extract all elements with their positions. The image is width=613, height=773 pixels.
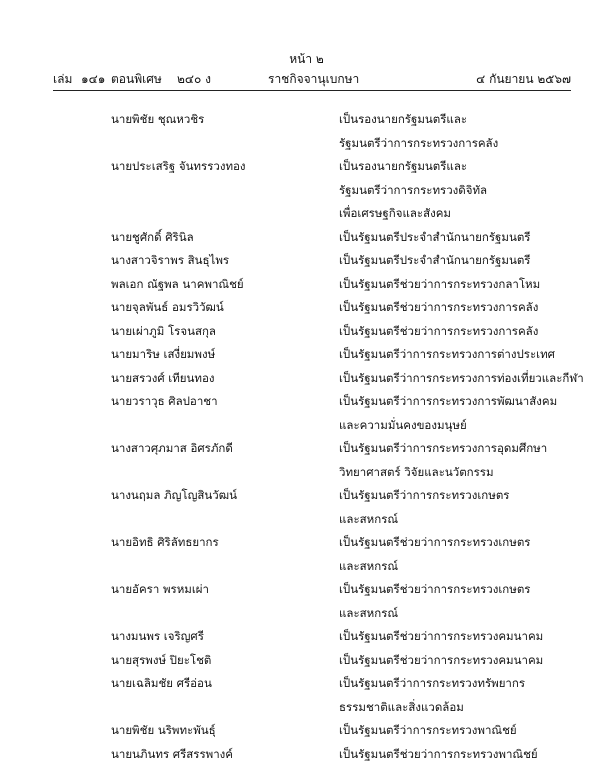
entry-line — [0, 320, 613, 344]
entry-line — [0, 578, 613, 602]
position-title: เป็นรัฐมนตรีช่วยว่าการกระทรวงคมนาคม — [339, 629, 544, 643]
entry-line — [0, 531, 613, 555]
position-title: และสหกรณ์ — [339, 558, 399, 573]
position-title: เป็นรัฐมนตรีช่วยว่าการกระทรวงพาณิชย์ — [339, 746, 538, 761]
position-title: เป็นรัฐมนตรีช่วยว่าการกระทรวงเกษตร — [339, 535, 531, 549]
appointment-entry — [0, 672, 613, 719]
appointment-entry — [0, 390, 613, 437]
appointment-entry — [0, 343, 613, 367]
minister-name: นายจุลพันธ์ อมรวิวัฒน์ — [111, 300, 224, 314]
appointment-entry — [0, 296, 613, 320]
minister-name: นายอัครา พรหมเผ่า — [111, 582, 209, 596]
entry-line — [0, 719, 613, 743]
entry-line — [0, 696, 613, 720]
minister-name: นางมนพร เจริญศรี — [111, 629, 204, 643]
minister-name: นายวราวุธ ศิลปอาชา — [111, 394, 218, 408]
minister-name: นายสุรพงษ์ ปิยะโชติ — [111, 652, 212, 667]
appointment-entry — [0, 719, 613, 743]
entry-line — [0, 202, 613, 226]
entry-line — [0, 461, 613, 485]
entry-line — [0, 249, 613, 273]
position-title: เป็นรัฐมนตรีช่วยว่าการกระทรวงเกษตร — [339, 582, 531, 596]
entry-line — [0, 414, 613, 438]
position-title: เป็นรัฐมนตรีว่าการกระทรวงการท่องเที่ยวและกีฬา — [339, 370, 584, 385]
position-title: เป็นรัฐมนตรีว่าการกระทรวงทรัพยากร — [339, 676, 526, 690]
position-title: เป็นรองนายกรัฐมนตรีและ — [339, 112, 468, 126]
minister-name: นายพิชัย ชุณหวชิร — [111, 112, 205, 126]
entry-line — [0, 743, 613, 767]
minister-name: พลเอก ณัฐพล นาคพาณิชย์ — [111, 276, 244, 291]
position-title: เป็นรัฐมนตรีช่วยว่าการกระทรวงการคลัง — [339, 323, 539, 338]
appointment-entry — [0, 367, 613, 391]
entry-line — [0, 273, 613, 297]
minister-name: นางสาวจิราพร สินธุไพร — [111, 253, 230, 267]
entry-line — [0, 108, 613, 132]
entry-line — [0, 625, 613, 649]
header-date: ๔ กันยายน ๒๕๖๗ — [476, 72, 571, 86]
position-title: เป็นรัฐมนตรีประจำสำนักนายกรัฐมนตรี — [339, 253, 531, 267]
position-title: ธรรมชาติและสิ่งแวดล้อม — [339, 699, 464, 714]
position-title: เป็นรองนายกรัฐมนตรีและ — [339, 159, 468, 173]
entry-line — [0, 555, 613, 579]
position-title: วิทยาศาสตร์ วิจัยและนวัตกรรม — [339, 464, 494, 479]
appointment-entry — [0, 578, 613, 625]
entry-line — [0, 343, 613, 367]
header-volume-number: ๑๔๑ — [81, 72, 106, 86]
appointment-entry — [0, 320, 613, 344]
entry-line — [0, 649, 613, 673]
position-title: เป็นรัฐมนตรีว่าการกระทรวงพาณิชย์ — [339, 723, 517, 737]
minister-name: นายพิชัย นริพทะพันธุ์ — [111, 723, 216, 737]
entry-line — [0, 672, 613, 696]
minister-name: นายชูศักดิ์ ศิรินิล — [111, 229, 194, 244]
appointment-entry — [0, 531, 613, 578]
header-volume-label: เล่ม — [53, 72, 73, 86]
position-title: เป็นรัฐมนตรีประจำสำนักนายกรัฐมนตรี — [339, 229, 531, 244]
entry-line — [0, 226, 613, 250]
entry-line — [0, 602, 613, 626]
minister-name: นายอิทธิ ศิริลัทธยากร — [111, 535, 219, 549]
position-title: เป็นรัฐมนตรีช่วยว่าการกระทรวงการคลัง — [339, 300, 539, 314]
appointment-entry — [0, 226, 613, 250]
position-title: รัฐมนตรีว่าการกระทรวงดิจิทัล — [339, 182, 488, 197]
position-title: เป็นรัฐมนตรีว่าการกระทรวงการพัฒนาสังคม — [339, 394, 558, 408]
position-title: เป็นรัฐมนตรีช่วยว่าการกระทรวงคมนาคม — [339, 652, 544, 667]
entry-line — [0, 296, 613, 320]
position-title: และความมั่นคงของมนุษย์ — [339, 417, 467, 432]
header-divider — [53, 90, 571, 91]
entry-line — [0, 179, 613, 203]
appointment-entry — [0, 108, 613, 155]
entry-line — [0, 132, 613, 156]
header-section: ตอนพิเศษ — [111, 72, 162, 86]
position-title: และสหกรณ์ — [339, 605, 399, 620]
position-title: รัฐมนตรีว่าการกระทรวงการคลัง — [339, 135, 499, 150]
page-number: หน้า ๒ — [289, 52, 324, 66]
position-title: เป็นรัฐมนตรีว่าการกระทรวงการอุดมศึกษา — [339, 441, 548, 455]
minister-name: นางสาวศุภมาส อิศรภักดี — [111, 441, 233, 455]
entry-line — [0, 484, 613, 508]
appointment-entry — [0, 743, 613, 767]
entry-line — [0, 390, 613, 414]
appointment-entry — [0, 625, 613, 649]
entry-line — [0, 508, 613, 532]
appointment-entry — [0, 649, 613, 673]
header-issue-number: ๒๔๐ ง — [177, 72, 211, 86]
minister-name: นายประเสริฐ จันทรรวงทอง — [111, 159, 246, 173]
appointment-entry — [0, 484, 613, 531]
minister-name: นายมาริษ เสงี่ยมพงษ์ — [111, 347, 216, 361]
minister-name: นายนภินทร ศรีสรรพางค์ — [111, 746, 233, 761]
position-title: เป็นรัฐมนตรีช่วยว่าการกระทรวงกลาโหม — [339, 276, 541, 291]
header-gazette-name: ราชกิจจานุเบกษา — [268, 72, 360, 86]
entry-line — [0, 437, 613, 461]
entry-line — [0, 155, 613, 179]
appointment-list — [0, 108, 613, 766]
entry-line — [0, 367, 613, 391]
position-title: เป็นรัฐมนตรีว่าการกระทรวงการต่างประเทศ — [339, 347, 555, 361]
minister-name: นางนฤมล ภิญโญสินวัฒน์ — [111, 488, 237, 502]
appointment-entry — [0, 273, 613, 297]
minister-name: นายเฉลิมชัย ศรีอ่อน — [111, 676, 212, 690]
minister-name: นายสรวงศ์ เทียนทอง — [111, 370, 215, 385]
position-title: เป็นรัฐมนตรีว่าการกระทรวงเกษตร — [339, 488, 510, 502]
appointment-entry — [0, 437, 613, 484]
position-title: เพื่อเศรษฐกิจและสังคม — [339, 206, 451, 220]
position-title: และสหกรณ์ — [339, 511, 399, 526]
minister-name: นายเผ่าภูมิ โรจนสกุล — [111, 323, 216, 338]
gazette-header — [53, 70, 571, 88]
appointment-entry — [0, 249, 613, 273]
appointment-entry — [0, 155, 613, 226]
